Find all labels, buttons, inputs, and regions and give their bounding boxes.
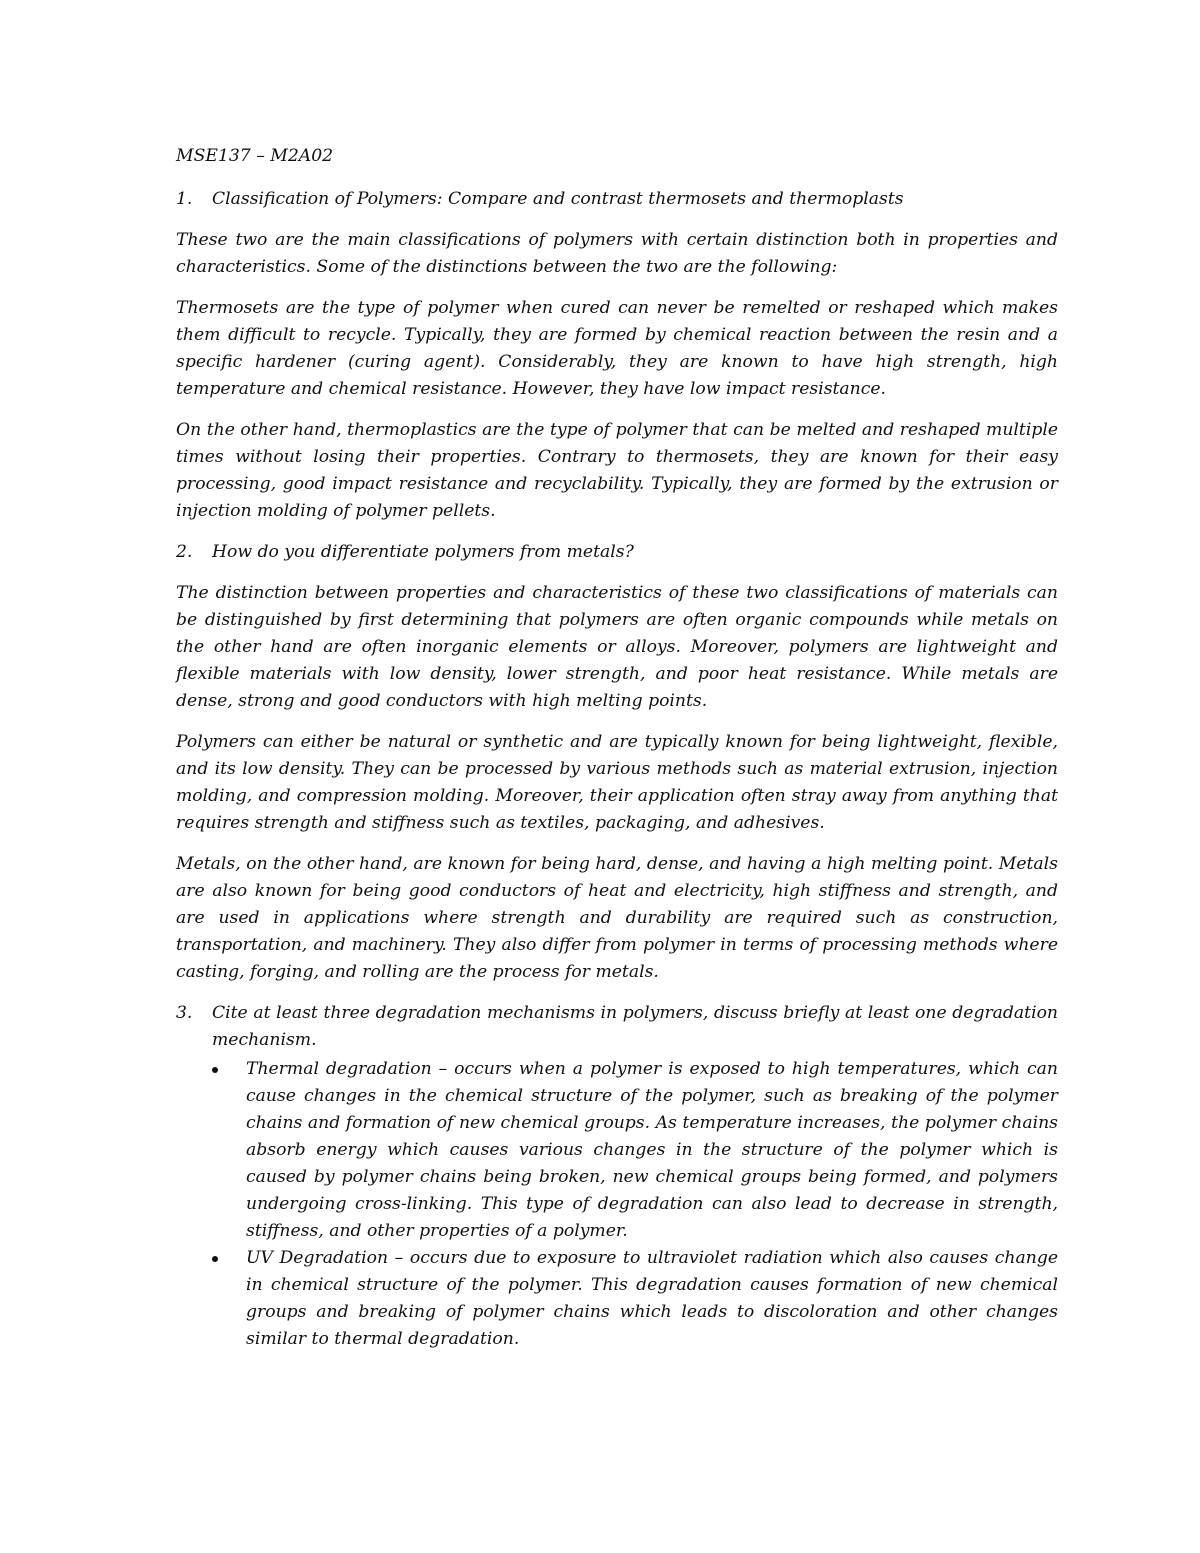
bullet-uv-degradation: UV Degradation – occurs due to exposure to ultraviolet radiation which also causes change in chemical structure of the polymer. This degradation causes formation of new chemical groups and breaking of polymer chains which leads to discoloration and other changes similar to thermal degradation. <box>246 1248 1058 1349</box>
bullet-icon <box>212 1256 218 1262</box>
bullet-thermal-degradation: Thermal degradation – occurs when a polymer is exposed to high temperatures, which can cause changes in the chemical structure of the polymer, such as breaking of the polymer chains and formation of new chemical groups. As temperature increases, the polymer chains absorb energy which causes various changes in the structure of the polymer which is caused by polymer chains being broken, new chemical groups being formed, and polymers undergoing cross-linking. This type of degradation can also lead to decrease in strength, stiffness, and other properties of a polymer. <box>246 1059 1058 1241</box>
answer-1-paragraph-1: These two are the main classifications of polymers with certain distinction both in properties and characteristics. Some of the distinctions between the two are the following: <box>176 230 1058 277</box>
question-2-text: How do you differentiate polymers from metals? <box>212 542 634 562</box>
answer-2-paragraph-2: Polymers can either be natural or synthetic and are typically known for being lightweight, flexible, and its low density. They can be processed by various methods such as material extrusion, injection molding, and compression molding. Moreover, their application often stray away from anything that requires strength and stiffness such as textiles, packaging, and adhesives. <box>176 732 1058 833</box>
question-3-number: 3. <box>176 1003 193 1023</box>
list-item <box>246 1056 1058 1245</box>
question-3 <box>176 1000 1058 1054</box>
answer-2-paragraph-3: Metals, on the other hand, are known for being hard, dense, and having a high melting point. Metals are also known for being good conductors of heat and electricity, high stiffness and strength, and are used in applications where strength and durability are required such as construction, transportation, and machinery. They also differ from polymer in terms of processing methods where casting, forging, and rolling are the process for metals. <box>176 854 1058 982</box>
answer-2-paragraph-1: The distinction between properties and characteristics of these two classifications of materials can be distinguished by first determining that polymers are often organic compounds while metals on the other hand are often inorganic elements or alloys. Moreover, polymers are lightweight and flexible materials with low density, lower strength, and poor heat resistance. While metals are dense, strong and good conductors with high melting points. <box>176 583 1058 711</box>
bullet-icon <box>212 1067 218 1073</box>
question-1-text: Classification of Polymers: Compare and contrast thermosets and thermoplasts <box>212 189 904 209</box>
answer-1-paragraph-3: On the other hand, thermoplastics are the type of polymer that can be melted and reshaped multiple times without losing their properties. Contrary to thermosets, they are known for their easy processing, good impact resistance and recyclability. Typically, they are formed by the extrusion or injection molding of polymer pellets. <box>176 420 1058 521</box>
document-header: MSE137 – M2A02 <box>176 146 334 166</box>
degradation-list <box>176 1056 1058 1353</box>
answer-1-paragraph-2: Thermosets are the type of polymer when cured can never be remelted or reshaped which makes them difficult to recycle. Typically, they are formed by chemical reaction between the resin and a specific hardener (curing agent). Considerably, they are known to have high strength, high temperature and chemical resistance. However, they have low impact resistance. <box>176 298 1058 399</box>
question-1-number: 1. <box>176 189 193 209</box>
question-3-text: Cite at least three degradation mechanisms in polymers, discuss briefly at least one degradation mechanism. <box>212 1003 1058 1050</box>
question-2 <box>176 539 1058 566</box>
question-2-number: 2. <box>176 542 193 562</box>
question-1 <box>176 186 1058 213</box>
list-item <box>246 1245 1058 1353</box>
